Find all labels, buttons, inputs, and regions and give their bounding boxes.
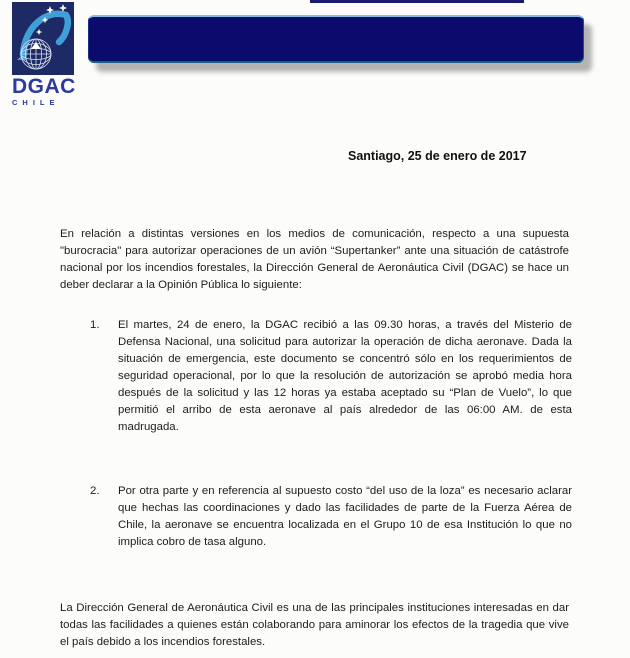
date-line: Santiago, 25 de enero de 2017 (348, 149, 527, 163)
dgac-logo (12, 2, 76, 107)
list-item-1 (90, 317, 572, 436)
logo-country: CHILE (12, 98, 60, 107)
header-banner (88, 15, 584, 63)
top-window-strip (310, 0, 524, 3)
intro-paragraph: En relación a distintas versiones en los medios de comunicación, respecto a una supuesta "burocracia" para autorizar operaciones de un avión “Supertanker” ante una situación de catástrofe nacional por los incendios forestales, la Dirección General de Aeronáutica Civil (DGAC) se hace un deber declarar a la Opinión Pública lo siguiente: (60, 228, 569, 292)
list-item-2-text: Por otra parte y en referencia al supuesto costo “del uso de la loza” es necesario aclarar que hechas las coordinaciones y dado las facilidades de parte de la Fuerza Aérea de Chile, la aeronave se encuentra localizada en el Grupo 10 de esa Institución lo que no implica cobro de tasa alguno. (118, 485, 572, 548)
list-item-2 (90, 483, 572, 551)
list-item-1-number: 1. (90, 319, 100, 331)
closing-paragraph: La Dirección General de Aeronáutica Civil es una de las principales instituciones interesadas en dar todas las facilidades a quienes están colaborando para aminorar los efectos de la tragedia que vive el país debido a los incendios forestales. (60, 602, 569, 649)
list-item-1-text: El martes, 24 de enero, la DGAC recibió a las 09.30 horas, a través del Misterio de Defensa Nacional, una solicitud para autorizar la operación de dicha aeronave. Dada la situación de emergencia, este documento se concentró sólo en los requerimientos de seguridad operacional, por lo que la resolución de autorización se aprobó media hora después de la solicitud y las 12 horas ya estaba aceptado su “Plan de Vuelo”, lo que permitió el arribo de esta aeronave al país alrededor de las 06:00 AM. de esta madrugada. (118, 319, 572, 433)
dgac-emblem-icon (12, 2, 74, 75)
list-item-2-number: 2. (90, 485, 100, 497)
logo-acronym: DGAC (12, 75, 76, 98)
